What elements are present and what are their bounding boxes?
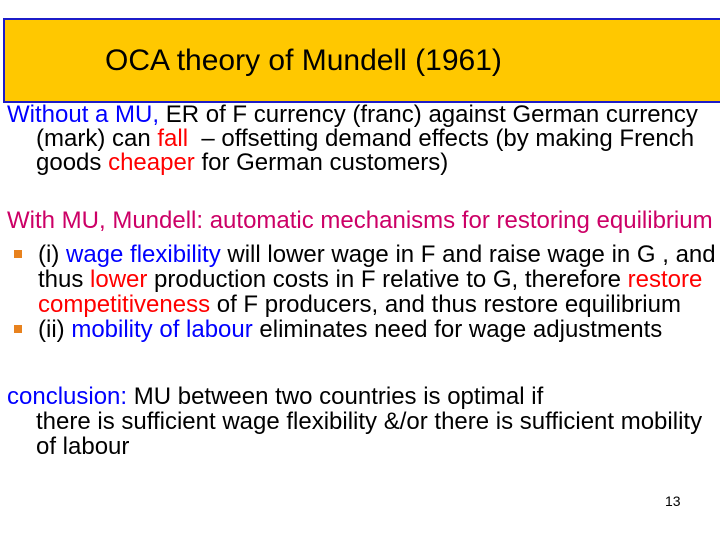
text-segment: wage flexibility xyxy=(65,241,221,268)
text-segment: Without a MU, xyxy=(7,101,160,128)
text-segment: fall xyxy=(157,125,189,152)
text-segment: cheaper xyxy=(108,149,195,176)
text-segment: production costs in F relative to G, therefore xyxy=(147,266,628,293)
text-line xyxy=(7,208,713,233)
text-segment: of F producers, and thus restore equilibrium xyxy=(210,291,681,318)
text-segment: eliminates need for wage adjustments xyxy=(252,316,663,343)
text-line xyxy=(38,267,702,292)
page-number: 13 xyxy=(665,493,681,509)
text-segment: ER of F currency (franc) against German currency xyxy=(159,101,698,128)
bullet-icon xyxy=(14,250,22,258)
text-segment: will lower wage in F and raise wage in G , and xyxy=(220,241,716,268)
text-segment: (i) xyxy=(38,241,66,268)
text-segment: mobility of labour xyxy=(71,316,253,343)
text-segment: (ii) xyxy=(38,316,72,343)
text-segment: lower xyxy=(90,266,148,293)
text-segment: of labour xyxy=(36,433,130,460)
bullet-icon xyxy=(14,325,22,333)
text-segment: competitiveness xyxy=(38,291,211,318)
text-line xyxy=(36,150,448,175)
text-line xyxy=(38,317,662,342)
text-segment: thus xyxy=(38,266,91,293)
text-segment: (mark) can xyxy=(36,125,158,152)
text-line xyxy=(7,384,543,409)
text-segment: there is sufficient wage flexibility &/or there is sufficient mobility xyxy=(36,408,703,435)
text-line xyxy=(36,409,702,434)
slide-title: OCA theory of Mundell (1961) xyxy=(105,44,502,77)
text-line xyxy=(36,126,694,151)
text-segment: restore xyxy=(627,266,703,293)
text-segment: MU between two countries is optimal if xyxy=(127,383,544,410)
text-line xyxy=(38,292,681,317)
text-segment: goods xyxy=(36,149,109,176)
text-segment: for German customers) xyxy=(194,149,449,176)
text-segment: With MU, Mundell: automatic mechanisms for restoring equilibrium xyxy=(7,207,713,234)
text-segment: conclusion: xyxy=(7,383,128,410)
text-segment: – offsetting demand effects (by making French xyxy=(188,125,695,152)
text-line xyxy=(7,102,698,127)
title-bar xyxy=(3,18,720,103)
text-line xyxy=(38,242,716,267)
text-line xyxy=(36,434,129,459)
